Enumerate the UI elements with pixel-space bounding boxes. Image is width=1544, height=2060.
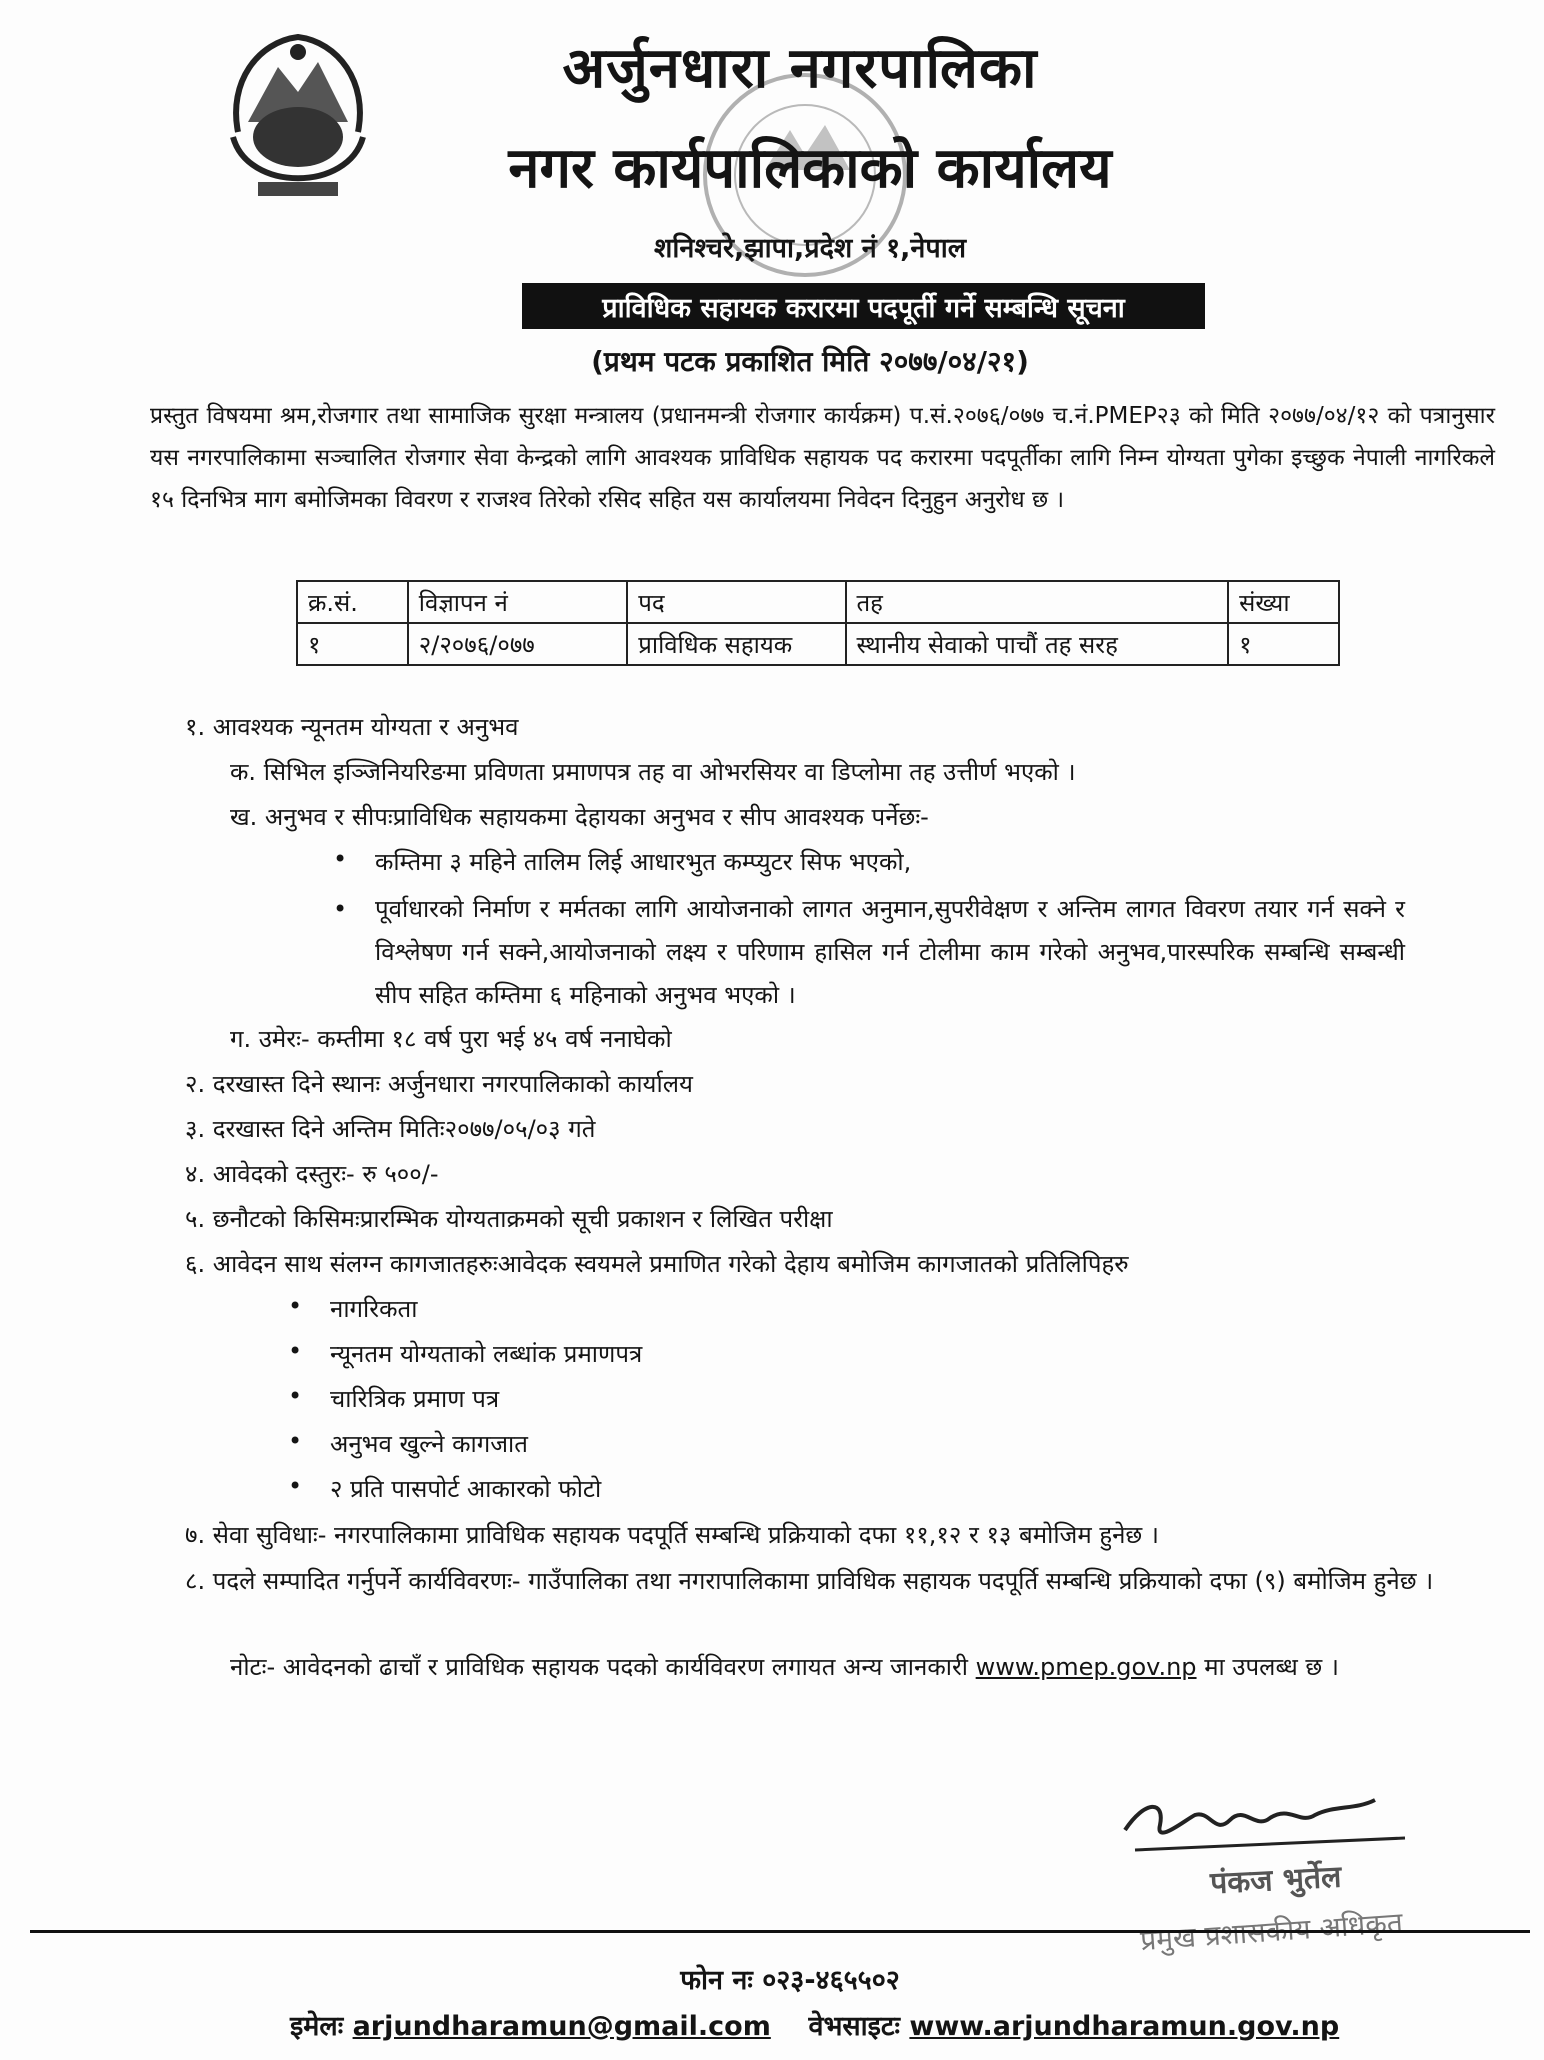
item-2: २. दरखास्त दिने स्थानः अर्जुनधारा नगरपालिकाको कार्यालय xyxy=(185,1070,693,1098)
note xyxy=(230,1646,1485,1689)
list-item: • चारित्रिक प्रमाण पत्र xyxy=(330,1382,499,1415)
signatory-title: प्रमुख प्रशासकीय अधिकृत xyxy=(1139,1905,1404,1958)
col-post: पद xyxy=(627,581,845,623)
item-4: ४. आवेदको दस्तुरः- रु ५००/- xyxy=(185,1160,439,1188)
pmep-link[interactable]: www.pmep.gov.np xyxy=(975,1653,1197,1681)
cell-count: १ xyxy=(1228,623,1339,665)
item-1a: क. सिभिल इञ्जिनियरिङमा प्रविणता प्रमाणपत्र तह वा ओभरसियर वा डिप्लोमा तह उत्तीर्ण भएको । xyxy=(230,758,1076,786)
intro-paragraph: प्रस्तुत विषयमा श्रम,रोजगार तथा सामाजिक सुरक्षा मन्त्रालय (प्रधानमन्त्री रोजगार कार्यक्रम) प.सं.२०७६/०७७ च.नं.PMEP२३ को मिति २०७७/०४/१२ को पत्रानुसार यस नगरपालिकामा सञ्चालित रोजगार सेवा केन्द्रको लागि आवश्यक प्राविधिक सहायक पद करारमा पदपूर्तीका लागि निम्न योग्यता पुगेका इच्छुक नेपाली नागरिकले १५ दिनभित्र माग बमोजिमका विवरण र राजश्व तिरेको रसिद सहित यस कार्यालयमा निवेदन दिनुहुन अनुरोध छ । xyxy=(150,403,1495,513)
signatory-name: पंकज भुर्तेल xyxy=(1209,1859,1343,1902)
item-5: ५. छनौटको किसिमःप्रारम्भिक योग्यताक्रमको सूची प्रकाशन र लिखित परीक्षा xyxy=(185,1205,833,1233)
col-serial: क्र.सं. xyxy=(297,581,408,623)
handwritten-signature xyxy=(1115,1780,1415,1860)
list-item: • अनुभव खुल्ने कागजात xyxy=(330,1427,528,1460)
website-link[interactable]: www.arjundharamun.gov.np xyxy=(909,2011,1340,2042)
note-suffix: मा उपलब्ध छ । xyxy=(1204,1653,1339,1681)
email-link[interactable]: arjundharamun@gmail.com xyxy=(352,2011,771,2042)
list-item: • २ प्रति पासपोर्ट आकारको फोटो xyxy=(330,1472,601,1505)
cell-serial: १ xyxy=(297,623,408,665)
list-item: • पूर्वाधारको निर्माण र मर्मतका लागि आयोजनाको लागत अनुमान,सुपरीवेक्षण र अन्तिम लागत विवरण तयार गर्न सक्ने र विश्लेषण गर्न सक्ने,आयोजनाको लक्ष्य र परिणाम हासिल गर्न टोलीमा काम गरेको अनुभव,पारस्परिक सम्बन्धि सम्बन्धी सीप सहित कम्तिमा ६ महिनाको अनुभव भएको । xyxy=(375,888,1405,1017)
note-prefix: नोटः- आवेदनको ढाचाँ र प्राविधिक सहायक पदको कार्यविवरण लगायत अन्य जानकारी xyxy=(230,1653,969,1681)
cell-ad-number: २/२०७६/०७७ xyxy=(408,623,627,665)
item-1c: ग. उमेरः- कम्तीमा १८ वर्ष पुरा भई ४५ वर्ष ननाघेको xyxy=(230,1025,672,1053)
list-item: • कम्तिमा ३ महिने तालिम लिई आधारभुत कम्प्युटर सिफ भएको, xyxy=(375,845,911,878)
table-row xyxy=(297,623,1339,665)
col-level: तह xyxy=(846,581,1229,623)
cell-level: स्थानीय सेवाको पाचौं तह सरह xyxy=(846,623,1229,665)
website-label: वेभसाइटः xyxy=(808,2011,900,2042)
footer-contact xyxy=(290,2006,1339,2043)
list-item: • न्यूनतम योग्यताको लब्धांक प्रमाणपत्र xyxy=(330,1337,642,1370)
office-address: शनिश्चरे,झापा,प्रदेश नं १,नेपाल xyxy=(653,233,966,264)
vacancy-table xyxy=(296,580,1340,666)
table-header-row xyxy=(297,581,1339,623)
item-3: ३. दरखास्त दिने अन्तिम मितिः२०७७/०५/०३ गते xyxy=(185,1115,596,1143)
item-7: ७. सेवा सुविधाः- नगरपालिकामा प्राविधिक सहायक पदपूर्ति सम्बन्धि प्रक्रियाको दफा ११,१२ र १३ बमोजिम हुनेछ । xyxy=(185,1521,1159,1549)
footer-phone: फोन नः ०२३-४६५५०२ xyxy=(680,1965,900,1996)
col-ad-number: विज्ञापन नं xyxy=(408,581,627,623)
notice-title-banner: प्राविधिक सहायक करारमा पदपूर्ती गर्ने सम्बन्धि सूचना xyxy=(522,283,1205,329)
item-8: ८. पदले सम्पादित गर्नुपर्ने कार्यविवरणः- गाउँपालिका तथा नगरापालिकामा प्राविधिक सहायक पदपूर्ति सम्बन्धि प्रक्रियाको दफा (९) बमोजिम हुनेछ । xyxy=(185,1567,1434,1595)
nepal-emblem-logo xyxy=(218,22,378,212)
item-1: १. आवश्यक न्यूनतम योग्यता र अनुभव xyxy=(185,713,519,741)
email-label: इमेलः xyxy=(290,2011,344,2042)
office-name: नगर कार्यपालिकाको कार्यालय xyxy=(508,136,1112,201)
municipality-name: अर्जुनधारा नगरपालिका xyxy=(562,36,1038,101)
cell-post: प्राविधिक सहायक xyxy=(627,623,845,665)
item-1b: ख. अनुभव र सीपःप्राविधिक सहायकमा देहायका अनुभव र सीप आवश्यक पर्नेछः- xyxy=(230,803,929,831)
col-count: संख्या xyxy=(1228,581,1339,623)
item-6: ६. आवेदन साथ संलग्न कागजातहरुःआवेदक स्वयमले प्रमाणित गरेको देहाय बमोजिम कागजातको प्रतिलिपिहरु xyxy=(185,1250,1129,1278)
footer-divider xyxy=(30,1930,1530,1933)
list-item: • नागरिकता xyxy=(330,1292,417,1325)
publish-date: (प्रथम पटक प्रकाशित मिति २०७७/०४/२१) xyxy=(591,345,1029,378)
